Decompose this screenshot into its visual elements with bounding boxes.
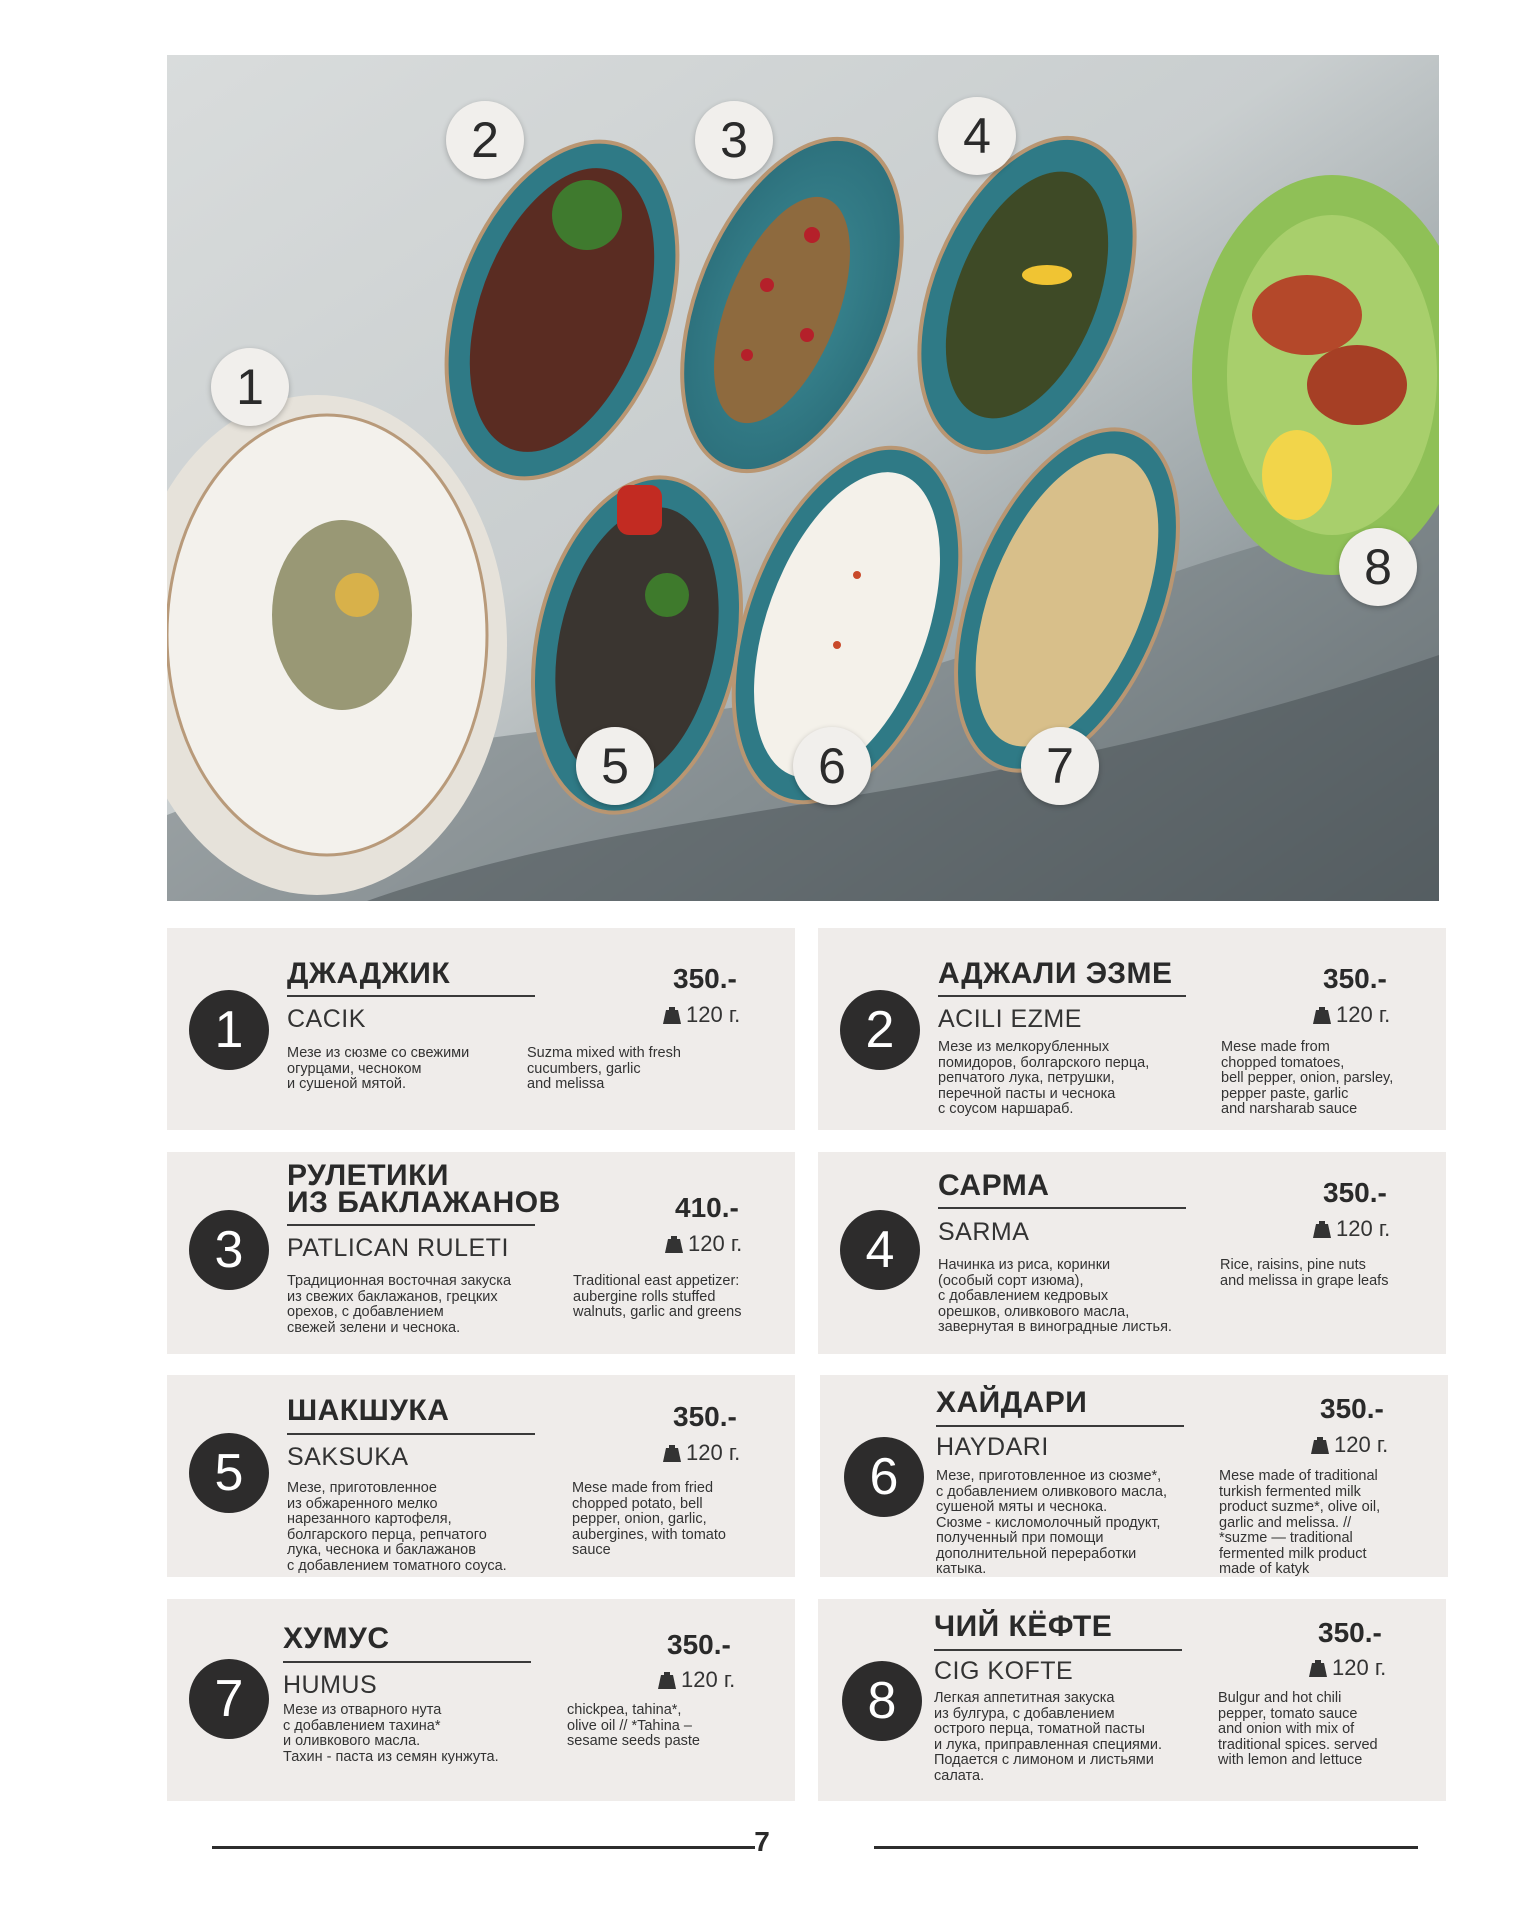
dish-weight	[662, 1002, 740, 1028]
dish-weight-value: 120 г.	[1334, 1432, 1389, 1457]
dish-title-en: ACILI EZME	[938, 1005, 1082, 1033]
dish-weight-value: 120 г.	[686, 1002, 741, 1027]
dish-description-ru: Мезе из сюзме со свежими огурцами, чесноком и сушеной мятой.	[287, 1045, 470, 1092]
dish-price: 350.-	[1318, 1617, 1382, 1648]
menu-card-8	[818, 1599, 1446, 1801]
dish-weight	[1312, 1216, 1390, 1242]
dish-number-circle: 8	[842, 1661, 922, 1741]
dish-number-circle: 2	[840, 990, 920, 1070]
dish-price: 350.-	[673, 1401, 737, 1432]
dish-price: 350.-	[667, 1629, 731, 1660]
weight-icon	[662, 1443, 682, 1463]
dish-title-en: SAKSUKA	[287, 1443, 409, 1471]
dish-description-ru: Мезе, приготовленное из обжаренного мелко нарезанного картофеля, болгарского перца, репчатого лука, чеснока и баклажанов с добавлением томатного соуса.	[287, 1480, 507, 1574]
dish-weight	[664, 1231, 742, 1257]
weight-icon	[1310, 1435, 1330, 1455]
dish-description-en: Bulgur and hot chili pepper, tomato sauce and onion with mix of traditional spices. served with lemon and lettuce	[1218, 1690, 1378, 1768]
weight-icon	[1308, 1658, 1328, 1678]
dish-title-ru: ЧИЙ КЁФТЕ	[934, 1610, 1113, 1643]
photo-badge-7: 7	[1021, 727, 1099, 805]
dish-title-en: SARMA	[938, 1218, 1030, 1246]
menu-card-3	[167, 1152, 795, 1354]
dish-number-circle: 4	[840, 1210, 920, 1290]
dish-price: 410.-	[675, 1192, 739, 1223]
title-underline	[287, 1433, 535, 1435]
menu-card-4	[818, 1152, 1446, 1354]
dish-title-ru: ХУМУС	[283, 1622, 390, 1655]
food-photo	[167, 55, 1439, 901]
dish-description-ru: Начинка из риса, коринки (особый сорт изюма), с добавлением кедровых орешков, оливкового масла, завернутая в виноградные листья.	[938, 1257, 1172, 1335]
dish-price: 350.-	[1323, 1177, 1387, 1208]
dish-description-en: Rice, raisins, pine nuts and melissa in grape leafs	[1220, 1257, 1389, 1289]
dish-title-en: PATLICAN RULETI	[287, 1234, 509, 1262]
dish-number-circle: 1	[189, 990, 269, 1070]
dish-title-ru: АДЖАЛИ ЭЗМЕ	[938, 957, 1173, 990]
photo-badge-3: 3	[695, 101, 773, 179]
title-underline	[283, 1661, 531, 1663]
dish-weight	[662, 1440, 740, 1466]
dish-description-en: Traditional east appetizer: aubergine rolls stuffed walnuts, garlic and greens	[573, 1273, 742, 1320]
dish-number-circle: 5	[189, 1433, 269, 1513]
page-number: 7	[754, 1826, 770, 1857]
weight-icon	[662, 1005, 682, 1025]
dish-title-en: CIG KOFTE	[934, 1657, 1074, 1685]
dish-title-ru: ШАКШУКА	[287, 1394, 450, 1427]
dish-number-circle: 7	[189, 1659, 269, 1739]
dish-weight-value: 120 г.	[1336, 1002, 1391, 1027]
dish-price: 350.-	[1323, 963, 1387, 994]
photo-badge-2: 2	[446, 101, 524, 179]
photo-badge-4: 4	[938, 97, 1016, 175]
dish-weight-value: 120 г.	[681, 1667, 736, 1692]
dish-title-ru: РУЛЕТИКИ ИЗ БАКЛАЖАНОВ	[287, 1159, 561, 1219]
dish-weight	[1310, 1432, 1388, 1458]
dish-description-ru: Традиционная восточная закуска из свежих баклажанов, грецких орехов, с добавлением свежей зелени и чеснока.	[287, 1273, 512, 1336]
dish-weight-value: 120 г.	[688, 1231, 743, 1256]
photo-badge-1: 1	[211, 348, 289, 426]
dish-title-ru: ДЖАДЖИК	[287, 957, 451, 990]
dish-weight	[657, 1667, 735, 1693]
dish-description-en: Mese made from chopped tomatoes, bell pepper, onion, parsley, pepper paste, garlic and narsharab sauce	[1221, 1039, 1394, 1117]
title-underline	[287, 1224, 535, 1226]
photo-badge-5: 5	[576, 727, 654, 805]
menu-card-6	[820, 1375, 1448, 1577]
dish-title-ru: САРМА	[938, 1169, 1050, 1202]
dish-title-en: CACIK	[287, 1005, 366, 1033]
photo-badge-8: 8	[1339, 528, 1417, 606]
weight-icon	[664, 1234, 684, 1254]
weight-icon	[1312, 1219, 1332, 1239]
dish-number-circle: 6	[844, 1437, 924, 1517]
dish-title-en: HUMUS	[283, 1671, 378, 1699]
title-underline	[287, 995, 535, 997]
dish-description-en: chickpea, tahina*, olive oil // *Tahina – sesame seeds paste	[567, 1702, 700, 1749]
dish-weight-value: 120 г.	[1332, 1655, 1387, 1680]
title-underline	[938, 1207, 1186, 1209]
footer-rule-right	[874, 1846, 1418, 1849]
dish-weight	[1312, 1002, 1390, 1028]
menu-card-2	[818, 928, 1446, 1130]
dish-description-en: Suzma mixed with fresh cucumbers, garlic and melissa	[527, 1045, 681, 1092]
dish-description-en: Mese made from fried chopped potato, bell pepper, onion, garlic, aubergines, with tomato sauce	[572, 1480, 726, 1558]
weight-icon	[1312, 1005, 1332, 1025]
photo-badge-6: 6	[793, 727, 871, 805]
dish-title-ru: ХАЙДАРИ	[936, 1386, 1088, 1419]
dish-description-ru: Мезе, приготовленное из сюзме*, с добавлением оливкового масла, сушеной мяты и чеснока. Сюзме - кисломолочный продукт, полученный при помощи дополнительной переработки катыка.	[936, 1468, 1167, 1577]
title-underline	[936, 1425, 1184, 1427]
menu-card-5	[167, 1375, 795, 1577]
dish-weight-value: 120 г.	[1336, 1216, 1391, 1241]
title-underline	[934, 1649, 1182, 1651]
weight-icon	[657, 1670, 677, 1690]
dish-number-circle: 3	[189, 1210, 269, 1290]
menu-card-7	[167, 1599, 795, 1801]
dish-description-en: Mese made of traditional turkish fermented milk product suzme*, olive oil, garlic and melissa. // *suzme — traditional fermented milk product made of katyk	[1219, 1468, 1381, 1577]
dish-price: 350.-	[1320, 1393, 1384, 1424]
dish-price: 350.-	[673, 963, 737, 994]
dish-description-ru: Легкая аппетитная закуска из булгура, с добавлением острого перца, томатной пасты и лука, приправленная специями. Подается с лимоном и листьями салата.	[934, 1690, 1162, 1784]
dish-description-ru: Мезе из отварного нута с добавлением тахина* и оливкового масла. Тахин - паста из семян кунжута.	[283, 1702, 499, 1765]
dish-description-ru: Мезе из мелкорубленных помидоров, болгарского перца, репчатого лука, петрушки, перечной пасты и чеснока с соусом наршараб.	[938, 1039, 1150, 1117]
dish-weight	[1308, 1655, 1386, 1681]
dish-weight-value: 120 г.	[686, 1440, 741, 1465]
dish-title-en: HAYDARI	[936, 1433, 1049, 1461]
menu-card-1	[167, 928, 795, 1130]
title-underline	[938, 995, 1186, 997]
